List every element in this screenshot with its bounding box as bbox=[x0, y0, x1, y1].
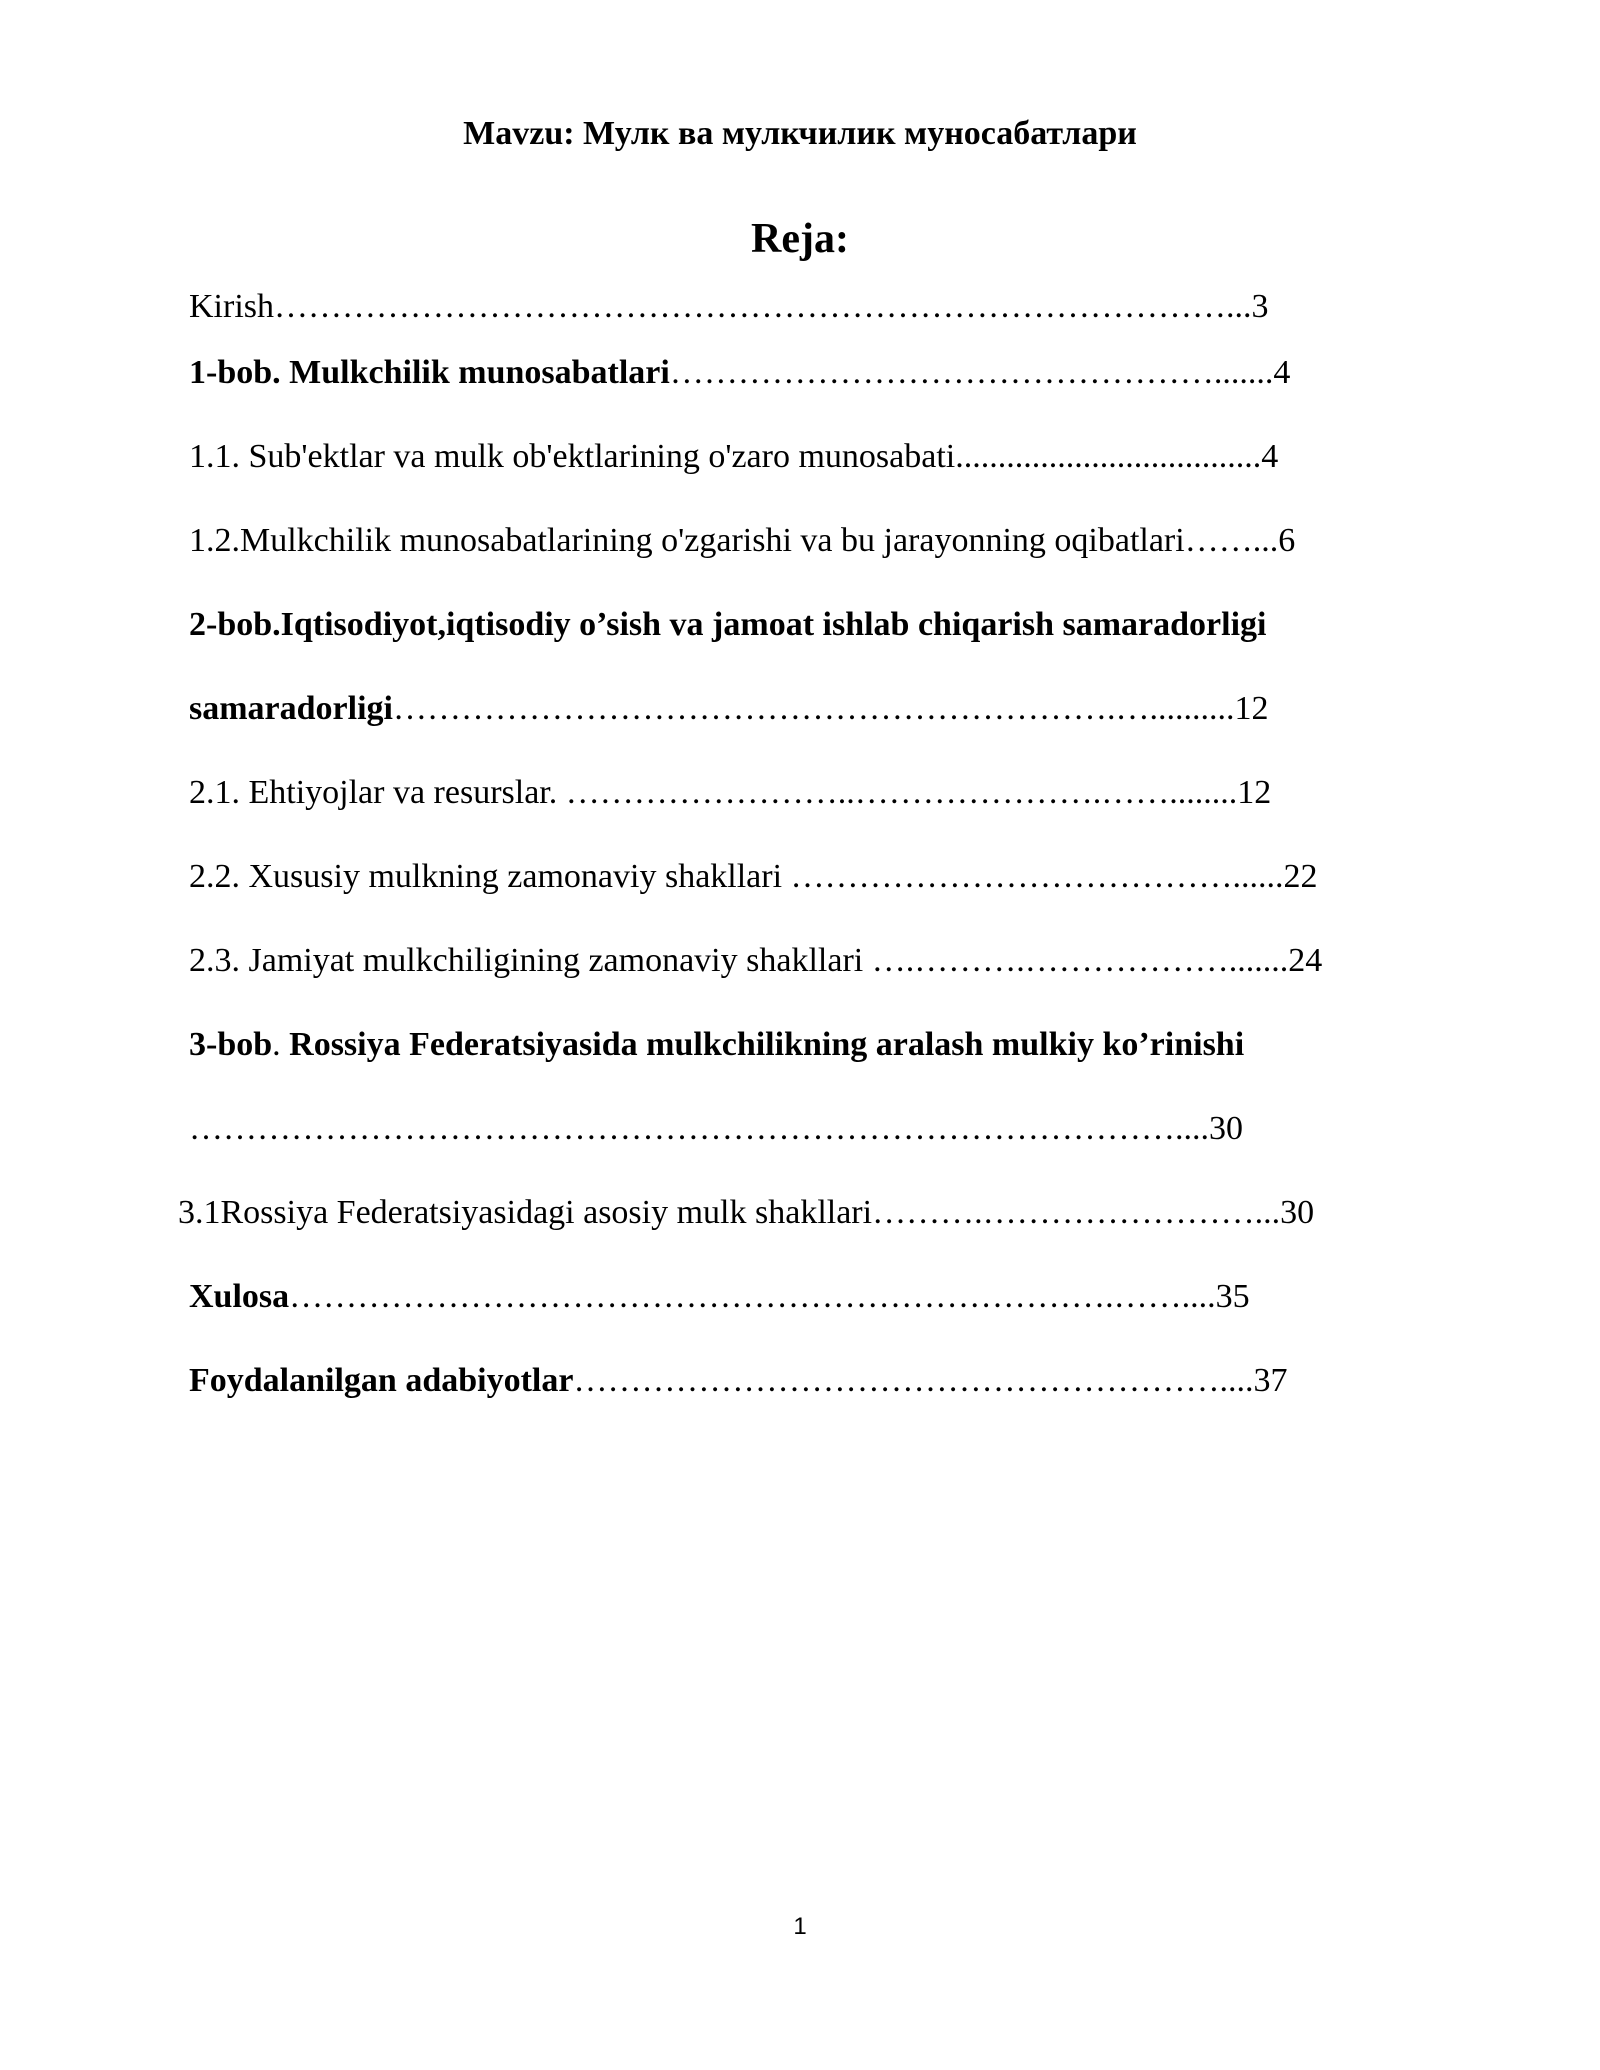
toc-item-references bbox=[189, 1360, 1287, 1402]
toc-page-number: 4 bbox=[1261, 438, 1279, 475]
toc-label: Rossiya Federatsiyasida mulkchilikning aralash mulkiy ko’rinishi bbox=[280, 1026, 1245, 1063]
toc-label: 2.1. Ehtiyojlar va resurslar. bbox=[189, 774, 558, 811]
toc-leader: ……………………………………………………………….…….... bbox=[289, 1278, 1216, 1315]
toc-page-number: 4 bbox=[1273, 354, 1291, 391]
toc-item-chapter-3 bbox=[189, 1108, 1243, 1150]
toc-leader: …………………………………………………………………………... bbox=[274, 288, 1252, 325]
toc-leader: …………………………………………....... bbox=[669, 354, 1274, 391]
toc-item-chapter-3-title bbox=[189, 1024, 1244, 1066]
toc-leader: …………………………………...... bbox=[782, 858, 1284, 895]
toc-page-number: 3 bbox=[1251, 288, 1269, 325]
toc-item-chapter-2 bbox=[189, 688, 1268, 730]
toc-label: 2-bob.Iqtisodiyot,iqtisodiy o’sish va jamoat ishlab chiqarish samaradorligi bbox=[189, 606, 1267, 643]
toc-leader: ……….……………………... bbox=[872, 1194, 1281, 1231]
toc-item-conclusion bbox=[189, 1276, 1250, 1318]
toc-page-number: 12 bbox=[1234, 690, 1269, 727]
toc-item-section-2-1 bbox=[189, 772, 1271, 814]
toc-leader: ….……….………………....... bbox=[863, 942, 1289, 979]
toc-page-number: 6 bbox=[1278, 522, 1296, 559]
toc-item-section-2-2 bbox=[189, 856, 1318, 898]
toc-chapter-separator: . bbox=[272, 1026, 281, 1063]
toc-leader: …………………………………………………………………………….... bbox=[189, 1110, 1209, 1147]
toc-item-section-2-3 bbox=[189, 940, 1322, 982]
toc-label: Kirish bbox=[189, 288, 274, 325]
toc-page-number: 22 bbox=[1283, 858, 1318, 895]
toc-leader: ……………………..………………….……........ bbox=[557, 774, 1238, 811]
page-number: 1 bbox=[793, 1913, 807, 1940]
toc-item-chapter-2-title bbox=[189, 604, 1266, 646]
toc-item-chapter-1 bbox=[189, 352, 1290, 394]
toc-chapter-prefix: 3-bob bbox=[189, 1026, 273, 1063]
toc-leader: .................................... bbox=[955, 438, 1262, 475]
toc-label: 2.2. Xususiy mulkning zamonaviy shakllari bbox=[189, 858, 783, 895]
toc-item-section-1-1 bbox=[189, 436, 1278, 478]
toc-item-section-3-1 bbox=[178, 1192, 1314, 1234]
toc-page-number: 30 bbox=[1209, 1110, 1243, 1147]
toc-leader: ………………………………………………….... bbox=[573, 1362, 1254, 1399]
toc-page-number: 35 bbox=[1215, 1278, 1250, 1315]
toc-label: Foydalanilgan adabiyotlar bbox=[189, 1362, 574, 1399]
plan-heading: Reja: bbox=[751, 216, 849, 262]
toc-page-number: 37 bbox=[1253, 1362, 1288, 1399]
toc-page-number: 12 bbox=[1237, 774, 1272, 811]
toc-label: 1-bob. Mulkchilik munosabatlari bbox=[189, 354, 670, 391]
document-topic: Mavzu: Мулк ва мулкчилик муносабатлари bbox=[463, 115, 1137, 152]
toc-label: 2.3. Jamiyat mulkchiligining zamonaviy shakllari bbox=[189, 942, 864, 979]
toc-label: samaradorligi bbox=[189, 690, 393, 727]
toc-page-number: 30 bbox=[1280, 1194, 1315, 1231]
toc-label: Xulosa bbox=[189, 1278, 290, 1315]
toc-label: 1.2.Mulkchilik munosabatlarining o'zgarishi va bu jarayonning oqibatlari bbox=[189, 522, 1185, 559]
toc-leader: ……………………………………………………….….......... bbox=[392, 690, 1235, 727]
toc-page-number: 24 bbox=[1288, 942, 1323, 979]
toc-leader: ……... bbox=[1184, 522, 1279, 559]
toc-label: 1.1. Sub'ektlar va mulk ob'ektlarining o'zaro munosabati bbox=[189, 438, 956, 475]
toc-item-section-1-2 bbox=[189, 520, 1295, 562]
toc-label: 3.1Rossiya Federatsiyasidagi asosiy mulk shakllari bbox=[178, 1194, 873, 1231]
toc-item-introduction bbox=[189, 286, 1269, 328]
